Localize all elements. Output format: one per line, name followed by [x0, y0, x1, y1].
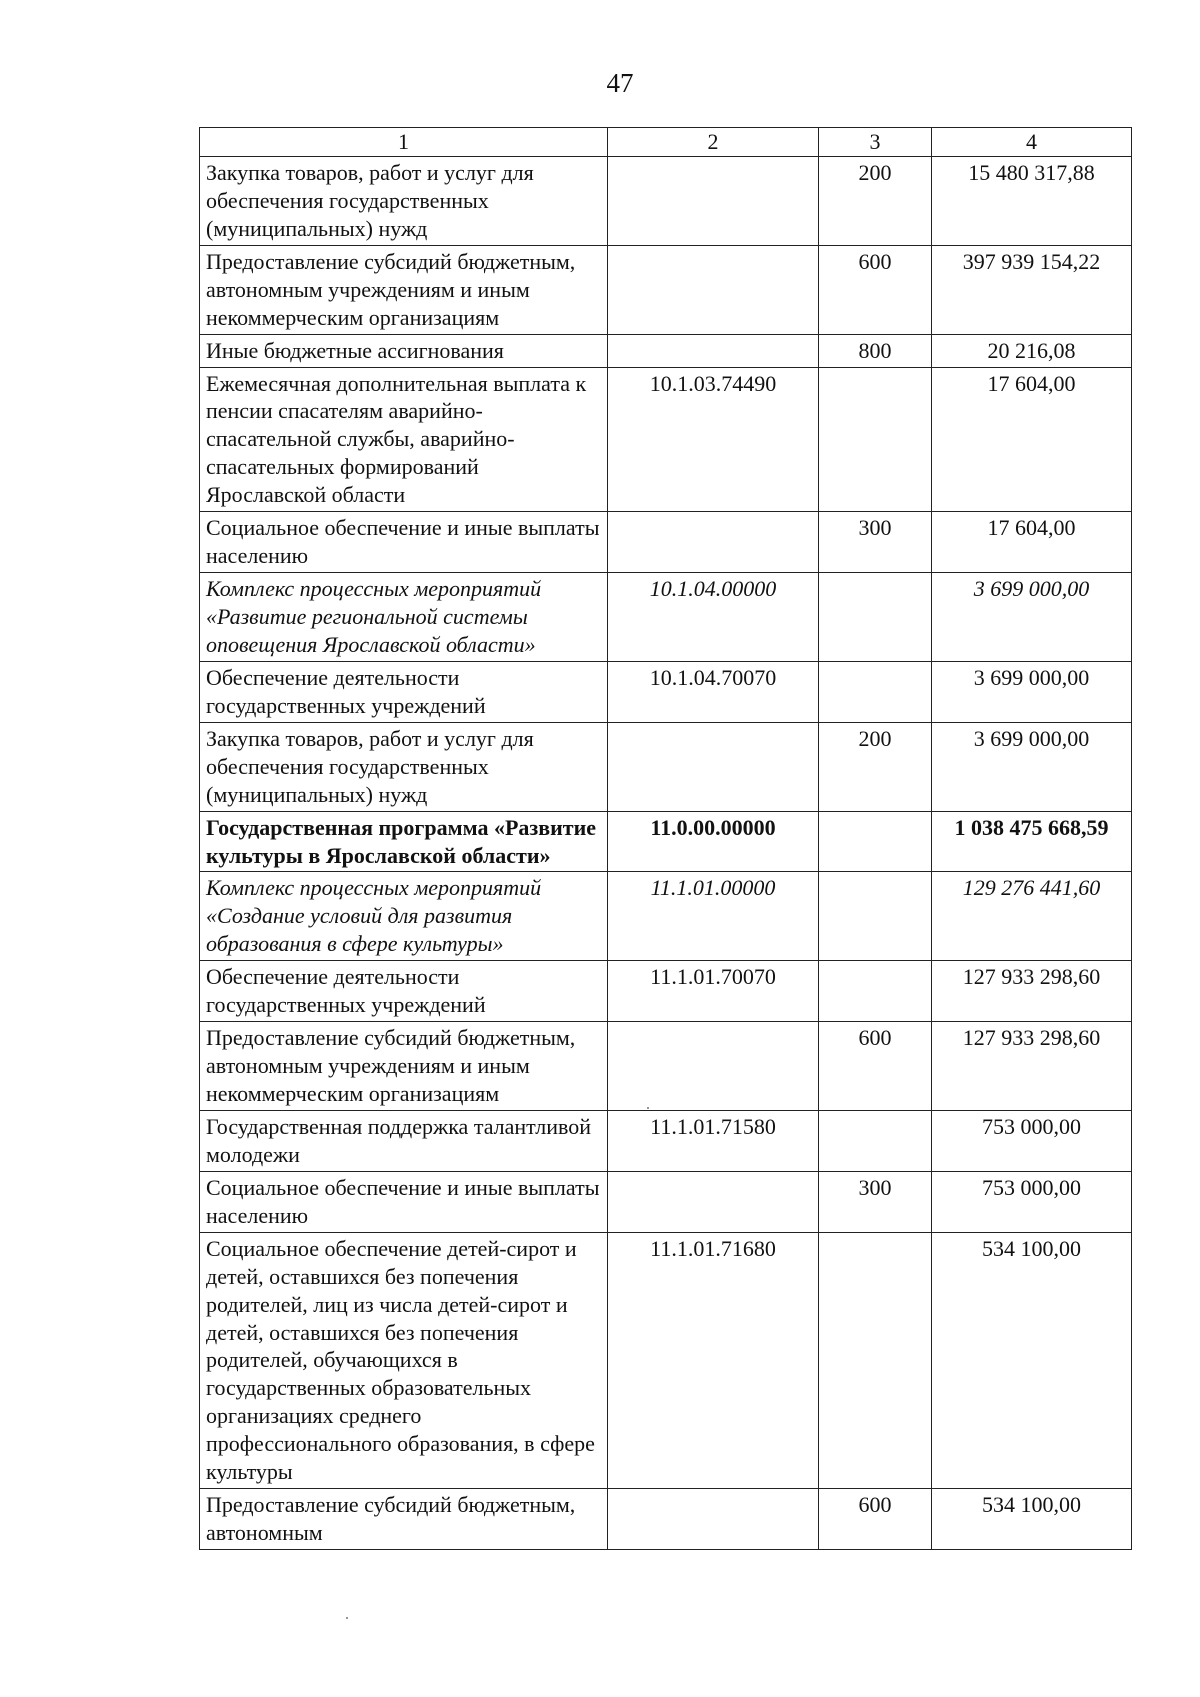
table-row [200, 334, 1132, 367]
table-row [200, 961, 1132, 1022]
row-code-cell: 11.1.01.71580 [608, 1110, 819, 1171]
row-amount-cell: 534 100,00 [932, 1232, 1132, 1488]
table-row [200, 1232, 1132, 1488]
row-name-cell: Предоставление субсидий бюджетным, автономным [200, 1489, 608, 1550]
row-name-cell: Государственная поддержка талантливой молодежи [200, 1110, 608, 1171]
row-name-cell: Закупка товаров, работ и услуг для обеспечения государственных (муниципальных) нужд [200, 156, 608, 245]
row-expense-type-cell [819, 961, 932, 1022]
row-expense-type-cell [819, 872, 932, 961]
row-code-cell [608, 1171, 819, 1232]
row-amount-cell: 127 933 298,60 [932, 961, 1132, 1022]
row-amount-cell: 129 276 441,60 [932, 872, 1132, 961]
table-row [200, 872, 1132, 961]
row-code-cell [608, 245, 819, 334]
row-amount-cell: 3 699 000,00 [932, 661, 1132, 722]
row-name-cell: Государственная программа «Развитие культуры в Ярославской области» [200, 811, 608, 872]
table-row [200, 1171, 1132, 1232]
table-row [200, 1489, 1132, 1550]
row-expense-type-cell: 600 [819, 1489, 932, 1550]
row-code-cell: 11.1.01.70070 [608, 961, 819, 1022]
row-name-cell: Обеспечение деятельности государственных учреждений [200, 961, 608, 1022]
row-expense-type-cell: 300 [819, 512, 932, 573]
row-name-cell: Предоставление субсидий бюджетным, автономным учреждениям и иным некоммерческим организациям [200, 1022, 608, 1111]
row-name-cell: Социальное обеспечение детей-сирот и детей, оставшихся без попечения родителей, лиц из числа детей-сирот и детей, оставшихся без попечения родителей, обучающихся в государственных образовательных организациях среднего профессионального образования, в сфере культуры [200, 1232, 608, 1488]
row-name-cell: Комплекс процессных мероприятий «Создание условий для развития образования в сфере культуры» [200, 872, 608, 961]
scan-speck [346, 1617, 348, 1619]
row-code-cell: 10.1.03.74490 [608, 367, 819, 512]
row-amount-cell: 753 000,00 [932, 1110, 1132, 1171]
row-expense-type-cell: 600 [819, 245, 932, 334]
row-name-cell: Иные бюджетные ассигнования [200, 334, 608, 367]
header-col-2: 2 [608, 128, 819, 157]
row-code-cell: 11.1.01.00000 [608, 872, 819, 961]
table-row [200, 156, 1132, 245]
row-amount-cell: 753 000,00 [932, 1171, 1132, 1232]
row-expense-type-cell: 200 [819, 156, 932, 245]
row-amount-cell: 3 699 000,00 [932, 573, 1132, 662]
row-amount-cell: 17 604,00 [932, 512, 1132, 573]
page-number: 47 [606, 68, 634, 98]
row-expense-type-cell [819, 1110, 932, 1171]
row-expense-type-cell: 800 [819, 334, 932, 367]
row-code-cell: 11.0.00.00000 [608, 811, 819, 872]
row-expense-type-cell [819, 1232, 932, 1488]
row-code-cell: 11.1.01.71680 [608, 1232, 819, 1488]
row-amount-cell: 1 038 475 668,59 [932, 811, 1132, 872]
row-code-cell: 10.1.04.00000 [608, 573, 819, 662]
table-row [200, 661, 1132, 722]
table-header-row [200, 128, 1132, 157]
table-row [200, 722, 1132, 811]
row-code-cell: 10.1.04.70070 [608, 661, 819, 722]
scan-speck [647, 1107, 649, 1109]
row-amount-cell: 534 100,00 [932, 1489, 1132, 1550]
header-col-4: 4 [932, 128, 1132, 157]
table-row [200, 811, 1132, 872]
row-amount-cell: 17 604,00 [932, 367, 1132, 512]
row-name-cell: Закупка товаров, работ и услуг для обеспечения государственных (муниципальных) нужд [200, 722, 608, 811]
row-code-cell [608, 1489, 819, 1550]
table-row [200, 512, 1132, 573]
row-expense-type-cell [819, 573, 932, 662]
row-name-cell: Ежемесячная дополнительная выплата к пенсии спасателям аварийно-спасательной службы, аварийно-спасательных формирований Ярославской области [200, 367, 608, 512]
row-code-cell [608, 334, 819, 367]
table-row [200, 573, 1132, 662]
row-amount-cell: 3 699 000,00 [932, 722, 1132, 811]
row-code-cell [608, 512, 819, 573]
row-expense-type-cell [819, 811, 932, 872]
row-name-cell: Предоставление субсидий бюджетным, автономным учреждениям и иным некоммерческим организациям [200, 245, 608, 334]
row-name-cell: Социальное обеспечение и иные выплаты населению [200, 1171, 608, 1232]
header-col-3: 3 [819, 128, 932, 157]
header-col-1: 1 [200, 128, 608, 157]
row-amount-cell: 15 480 317,88 [932, 156, 1132, 245]
table-row [200, 245, 1132, 334]
row-name-cell: Социальное обеспечение и иные выплаты населению [200, 512, 608, 573]
row-expense-type-cell: 200 [819, 722, 932, 811]
row-expense-type-cell: 300 [819, 1171, 932, 1232]
row-amount-cell: 20 216,08 [932, 334, 1132, 367]
budget-table [199, 127, 1132, 1550]
row-code-cell [608, 156, 819, 245]
row-expense-type-cell [819, 661, 932, 722]
row-code-cell [608, 1022, 819, 1111]
row-name-cell: Комплекс процессных мероприятий «Развитие региональной системы оповещения Ярославской области» [200, 573, 608, 662]
table-row [200, 1022, 1132, 1111]
row-amount-cell: 397 939 154,22 [932, 245, 1132, 334]
row-code-cell [608, 722, 819, 811]
row-expense-type-cell [819, 367, 932, 512]
row-expense-type-cell: 600 [819, 1022, 932, 1111]
table-row [200, 367, 1132, 512]
table-body [200, 156, 1132, 1549]
row-name-cell: Обеспечение деятельности государственных учреждений [200, 661, 608, 722]
row-amount-cell: 127 933 298,60 [932, 1022, 1132, 1111]
table-row [200, 1110, 1132, 1171]
